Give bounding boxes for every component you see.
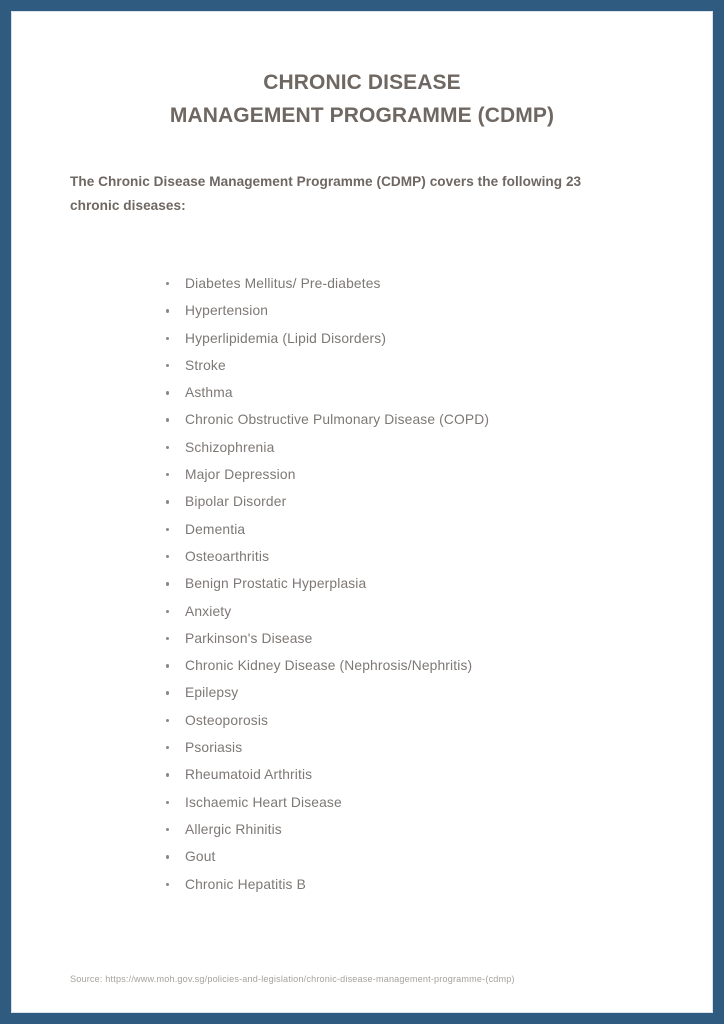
list-item-label: Schizophrenia [185,439,275,455]
list-item [163,434,643,461]
list-item [163,516,643,543]
list-item-label: Diabetes Mellitus/ Pre-diabetes [185,276,381,291]
list-item [163,761,643,788]
list-item-label: Parkinson's Disease [185,630,313,646]
list-item-label: Anxiety [185,603,232,619]
bullet-icon [166,664,169,667]
list-item-label: Chronic Kidney Disease (Nephrosis/Nephritis) [185,658,473,674]
bullet-icon [166,337,169,340]
list-item-label: Stroke [185,357,226,373]
list-item-label: Hypertension [185,303,269,319]
bullet-icon [166,364,169,367]
list-item [163,871,643,898]
list-item [163,679,643,706]
list-item [163,461,643,488]
list-item-label: Psoriasis [185,740,243,756]
disease-list [163,270,643,898]
list-item [163,270,643,297]
bullet-icon [166,582,169,585]
list-item-label: Ischaemic Heart Disease [185,794,342,810]
bullet-icon [166,773,169,776]
bullet-icon [166,473,169,476]
list-item [163,406,643,433]
document-sheet [12,12,712,1012]
source-citation: Source: https://www.moh.gov.sg/policies-and-legislation/chronic-disease-management-programme-(cdmp) [70,974,515,984]
list-item-label: Benign Prostatic Hyperplasia [185,576,367,592]
bullet-icon [166,883,169,886]
list-item [163,625,643,652]
bullet-icon [166,719,169,722]
list-item-label: Gout [185,849,216,865]
list-item-label: Rheumatoid Arthritis [185,767,313,783]
page-title-line-1: CHRONIC DISEASE [263,71,461,94]
list-item [163,352,643,379]
page-title [12,66,712,132]
list-item [163,488,643,515]
list-item [163,843,643,870]
bullet-icon [166,828,169,831]
list-item [163,816,643,843]
bullet-icon [166,391,169,394]
bullet-icon [166,801,169,804]
list-item [163,297,643,324]
list-item [163,789,643,816]
list-item [163,543,643,570]
bullet-icon [166,555,169,558]
bullet-icon [166,528,169,531]
intro-paragraph: The Chronic Disease Management Programme (CDMP) covers the following 23 chronic diseases: [70,174,582,213]
bullet-icon [166,691,169,694]
bullet-icon [166,500,169,503]
list-item [163,652,643,679]
list-item [163,598,643,625]
bullet-icon [166,446,169,449]
bullet-icon [166,637,169,640]
bullet-icon [166,855,169,858]
list-item-label: Epilepsy [185,685,239,701]
bullet-icon [166,610,169,613]
list-item [163,325,643,352]
list-item [163,734,643,761]
page-title-line-2: MANAGEMENT PROGRAMME (CDMP) [169,104,555,127]
list-item-label: Dementia [185,521,246,537]
list-item [163,570,643,597]
list-item-label: Osteoporosis [185,712,269,728]
list-item-label: Hyperlipidemia (Lipid Disorders) [185,330,387,346]
bullet-icon [166,282,169,285]
list-item-label: Allergic Rhinitis [185,821,282,837]
bullet-icon [166,418,169,421]
list-item-label: Osteoarthritis [185,548,270,564]
list-item-label: Asthma [185,385,233,401]
list-item [163,707,643,734]
list-item [163,379,643,406]
list-item-label: Bipolar Disorder [185,494,287,510]
list-item-label: Chronic Obstructive Pulmonary Disease (COPD) [185,412,490,428]
bullet-icon [166,746,169,749]
bullet-icon [166,309,169,312]
list-item-label: Chronic Hepatitis B [185,876,306,892]
list-item-label: Major Depression [185,467,296,483]
